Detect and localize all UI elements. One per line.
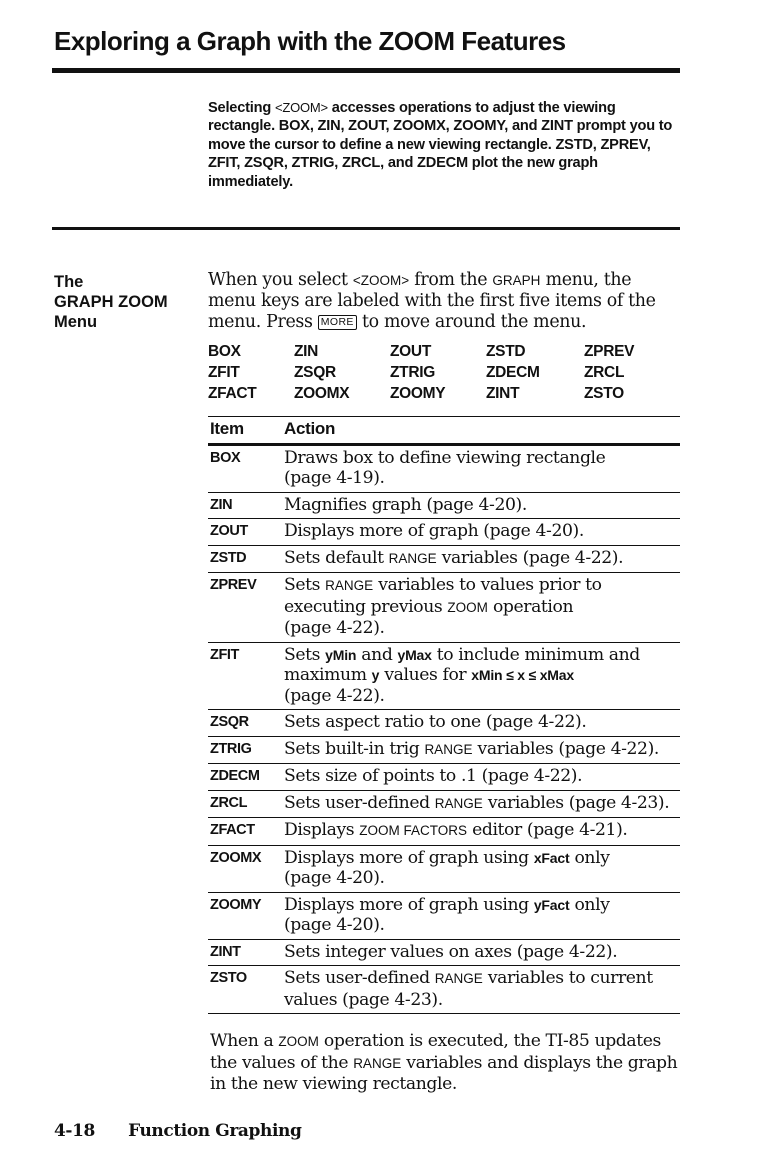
menu-item: ZFACT	[208, 385, 257, 402]
zoom-keyword: ZOOM	[278, 1034, 319, 1049]
table-header	[208, 417, 680, 443]
closing-text: operation is executed, the TI-85 updates the values of the	[210, 1031, 661, 1073]
action-line	[284, 597, 680, 619]
closing-text: When a	[210, 1031, 279, 1051]
zoom-keyword: ZOOM	[447, 599, 488, 615]
action-line: (page 4-20).	[284, 868, 385, 888]
action-line: Draws box to define viewing rectangle	[284, 447, 606, 468]
row-item: ZOOMX	[210, 849, 262, 866]
table-row	[208, 940, 680, 966]
menu-desc-text: from the	[409, 270, 493, 290]
menu-item: ZSTD	[486, 343, 526, 360]
variable-name: xFact	[533, 849, 570, 866]
more-key-icon: MORE	[318, 315, 357, 330]
row-action	[284, 548, 680, 570]
row-item: ZSTO	[210, 970, 247, 986]
row-action	[284, 575, 680, 639]
row-action	[284, 968, 680, 1010]
row-action: Sets aspect ratio to one (page 4-22).	[284, 712, 587, 732]
variable-name: y	[371, 667, 380, 683]
row-item: ZSQR	[210, 714, 249, 730]
table-row	[208, 573, 680, 642]
action-text: variables (page 4-23).	[482, 792, 670, 813]
row-item: ZSTD	[210, 549, 247, 566]
zoom-key-label: <ZOOM>	[352, 273, 410, 288]
title-rule	[52, 68, 680, 73]
menu-item: ZSQR	[294, 364, 336, 381]
action-line: values (page 4-23).	[284, 989, 443, 1010]
action-text: variables (page 4-22).	[436, 547, 624, 568]
range-keyword: RANGE	[353, 1055, 402, 1071]
zoom-menu-grid	[208, 342, 678, 404]
row-item: ZTRIG	[210, 740, 252, 757]
page-title: Exploring a Graph with the ZOOM Features	[54, 26, 566, 56]
action-line	[284, 895, 680, 916]
action-text: maximum	[284, 665, 372, 685]
action-text: executing previous	[284, 596, 448, 617]
table-row	[208, 546, 680, 573]
table-row	[208, 710, 680, 736]
menu-item: ZFIT	[208, 364, 240, 381]
header-item: Item	[210, 419, 244, 438]
row-action	[284, 820, 680, 842]
menu-item: ZOOMX	[294, 385, 350, 402]
action-line	[284, 645, 680, 666]
graph-menu-label: GRAPH	[492, 273, 541, 288]
action-text: values for	[379, 665, 472, 685]
menu-item: ZPREV	[584, 343, 635, 360]
range-keyword: RANGE	[424, 741, 473, 757]
row-item: ZOOMY	[210, 896, 262, 913]
action-text: variables to current	[482, 968, 653, 988]
row-action	[284, 793, 680, 815]
side-heading-line: Menu	[54, 313, 98, 331]
action-text: variables (page 4-22).	[472, 738, 659, 759]
menu-item: ZTRIG	[390, 364, 435, 381]
menu-description	[208, 270, 678, 332]
row-action: Sets integer values on axes (page 4-22).	[284, 941, 618, 962]
action-text: only	[569, 847, 610, 868]
page-number: 4-18	[54, 1121, 95, 1141]
action-line: (page 4-22).	[284, 618, 385, 638]
row-action: Magnifies graph (page 4-20).	[284, 494, 527, 515]
row-item: ZDECM	[210, 768, 260, 784]
row-action	[284, 645, 680, 707]
menu-item: ZRCL	[584, 364, 625, 381]
intro-text-2: accesses operations to adjust the viewing rectangle. BOX, ZIN, ZOUT, ZOOMX, ZOOMY, and ZINT prompt you to move the cursor to define a new viewing rectangle. ZSTD, ZPREV, ZFIT, ZSQR, ZTRIG, ZRCL, and ZDECM plot the new graph immediately.	[208, 100, 673, 190]
row-item: ZFIT	[210, 646, 240, 663]
table-row	[208, 764, 680, 790]
variable-name: yMin	[325, 646, 357, 663]
row-item: BOX	[210, 449, 241, 466]
row-item: ZRCL	[210, 794, 248, 811]
row-item: ZFACT	[210, 822, 255, 838]
menu-desc-text: to move around the menu.	[356, 311, 587, 332]
side-heading	[54, 272, 168, 332]
table-row	[208, 791, 680, 818]
zoom-factors-keyword: ZOOM FACTORS	[359, 823, 468, 838]
action-text: Sets user-defined	[284, 792, 435, 813]
table-row	[208, 846, 680, 892]
zoom-key-label: <ZOOM>	[274, 100, 328, 115]
menu-desc-text: When you select	[208, 270, 353, 290]
action-text: operation	[487, 596, 574, 617]
action-text: Displays	[284, 820, 360, 840]
menu-item: ZOUT	[390, 343, 431, 360]
table-row	[208, 737, 680, 764]
action-line	[284, 575, 680, 597]
row-action	[284, 448, 680, 489]
menu-item: ZDECM	[486, 364, 540, 381]
table-row	[208, 519, 680, 545]
row-action	[284, 848, 680, 889]
variable-name: yMax	[397, 646, 432, 663]
section-name: Function Graphing	[128, 1121, 302, 1141]
table-row	[208, 446, 680, 492]
menu-item: BOX	[208, 343, 241, 360]
action-line: (page 4-20).	[284, 915, 385, 935]
row-item: ZPREV	[210, 577, 257, 593]
action-text: Sets user-defined	[284, 968, 435, 988]
action-text: and	[356, 644, 398, 665]
action-text: only	[569, 894, 610, 915]
side-heading-line: GRAPH ZOOM	[54, 293, 168, 311]
action-line	[284, 968, 680, 990]
table-row	[208, 818, 680, 845]
intro-text-1: Selecting	[208, 100, 275, 116]
range-keyword: RANGE	[325, 578, 374, 593]
table-row	[208, 493, 680, 519]
side-heading-line: The	[54, 273, 84, 291]
range-keyword: RANGE	[388, 550, 437, 566]
menu-item: ZIN	[294, 343, 319, 360]
intro-paragraph	[208, 99, 678, 191]
menu-item: ZSTO	[584, 385, 624, 402]
row-action	[284, 895, 680, 936]
action-line	[284, 848, 680, 869]
menu-item: ZINT	[486, 385, 520, 402]
menu-desc-text: menu, the menu keys are labeled with the first five items of the menu. Press	[208, 270, 656, 332]
header-action: Action	[284, 419, 336, 438]
row-action	[284, 739, 680, 761]
action-text: Displays more of graph using	[284, 894, 534, 915]
row-action: Displays more of graph (page 4-20).	[284, 521, 584, 541]
action-text: variables to values prior to	[373, 575, 602, 595]
action-line	[284, 665, 680, 686]
action-text: to include minimum and	[431, 644, 640, 665]
action-line: (page 4-22).	[284, 685, 385, 706]
range-keyword: RANGE	[434, 971, 483, 986]
range-keyword: RANGE	[434, 795, 483, 811]
closing-text: variables and displays the graph in the new viewing rectangle.	[210, 1052, 678, 1094]
page-footer	[54, 1121, 302, 1141]
table-row	[208, 966, 680, 1013]
section-rule	[52, 227, 680, 230]
table-row	[208, 643, 680, 710]
table-row	[208, 893, 680, 939]
row-action: Sets size of points to .1 (page 4-22).	[284, 766, 583, 786]
closing-paragraph	[210, 1031, 680, 1095]
row-item: ZIN	[210, 496, 233, 513]
menu-item: ZOOMY	[390, 385, 446, 402]
variable-expression: xMin ≤ x ≤ xMax	[471, 667, 574, 683]
action-text: Sets	[284, 644, 326, 665]
row-item: ZOUT	[210, 523, 248, 539]
row-item: ZINT	[210, 943, 241, 960]
table-rule	[208, 1013, 680, 1014]
action-text: editor (page 4-21).	[467, 820, 628, 840]
item-action-table	[208, 416, 680, 1014]
action-text: Sets built-in trig	[284, 738, 425, 759]
action-line: (page 4-19).	[284, 468, 385, 488]
action-text: Sets	[284, 575, 326, 595]
action-text: Displays more of graph using	[284, 847, 534, 868]
variable-name: yFact	[533, 896, 570, 913]
action-text: Sets default	[284, 547, 389, 568]
